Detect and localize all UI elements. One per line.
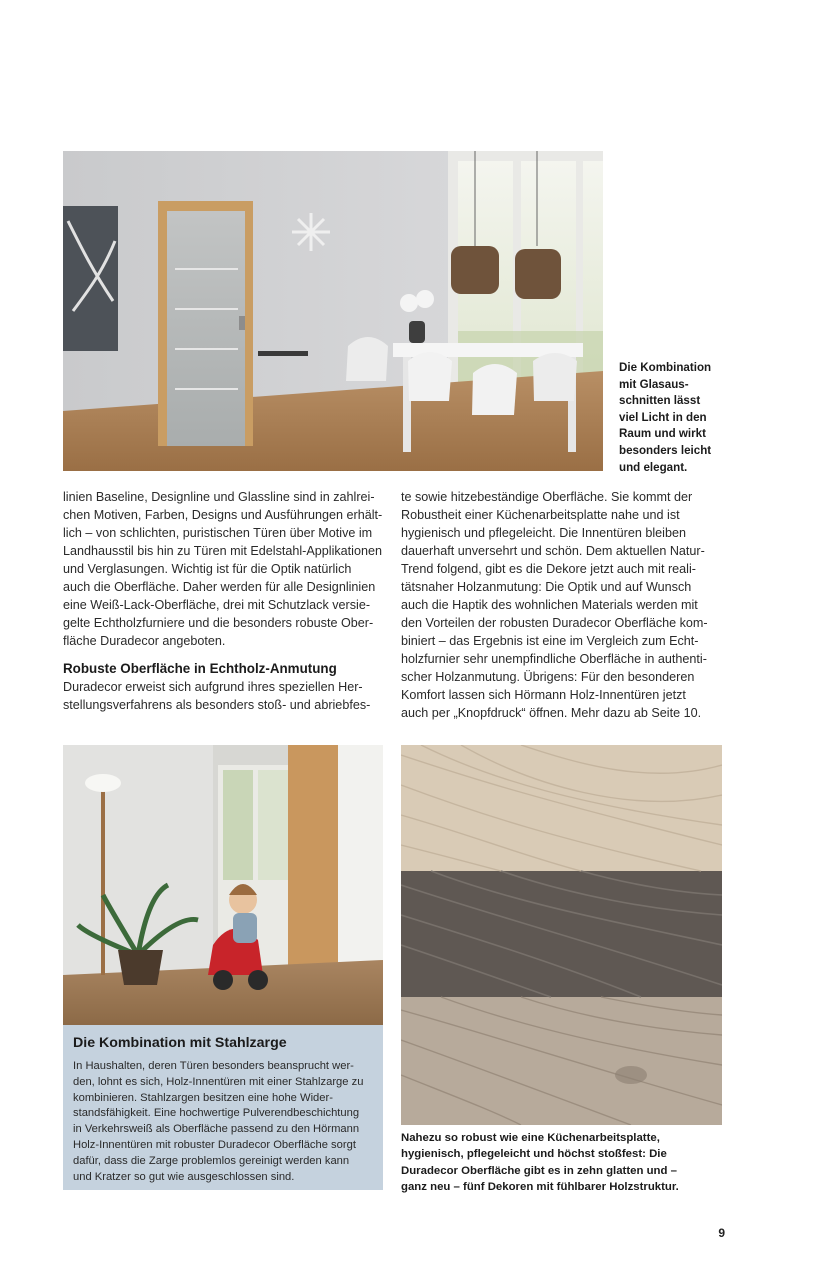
body-text-right-column	[401, 488, 723, 722]
info-box-line: kombinieren. Stahlzargen besitzen eine hohe Wider-	[73, 1091, 333, 1104]
info-box-line: Holz-Innentüren mit robuster Duradecor Oberfläche sorgt	[73, 1138, 356, 1151]
caption-line: viel Licht in den	[619, 410, 707, 424]
caption-line: schnitten lässt	[619, 394, 701, 408]
interior-photo-glass-door	[63, 151, 603, 471]
caption-line: Nahezu so robust wie eine Küchenarbeitsplatte,	[401, 1132, 660, 1144]
paragraph-line: Landhausstil bis hin zu Türen mit Edelstahl-Applikationen	[63, 544, 382, 558]
paragraph-line: lich – von schlichten, puristischen Türen über Motive im	[63, 526, 373, 540]
steel-frame-info-box	[63, 1025, 383, 1190]
paragraph-line: te sowie hitzebeständige Oberfläche. Sie kommt der	[401, 490, 693, 504]
info-box-line: in Verkehrsweiß als Oberfläche passend zu den Hörmann	[73, 1123, 360, 1136]
paragraph-line: biniert – das Ergebnis ist eine im Vergleich zum Echt-	[401, 634, 699, 648]
paragraph-line: Komfort lassen sich Hörmann Holz-Innentüren jetzt	[401, 688, 686, 702]
paragraph-line: holzfurnier sehr unempfindliche Oberfläche in authenti-	[401, 652, 707, 666]
paragraph-line: gelte Echtholzfurniere und die besonders robuste Ober-	[63, 616, 374, 630]
paragraph-line: tätsnaher Holzanmutung: Die Optik und auf Wunsch	[401, 580, 692, 594]
child-with-toy-car-photo	[63, 745, 383, 1025]
paragraph-line: linien Baseline, Designline und Glassline sind in zahlrei-	[63, 490, 375, 504]
paragraph-line: und Verglasungen. Wichtig ist für die Optik natürlich	[63, 562, 352, 576]
wood-decor-samples-photo	[401, 745, 722, 1125]
caption-line: besonders leicht	[619, 443, 712, 457]
paragraph-line: auch die Haptik des wohnlichen Materials werden mit	[401, 598, 698, 612]
info-box-text	[73, 1059, 373, 1185]
paragraph-line: eine Weiß-Lack-Oberfläche, drei mit Schutzlack versie-	[63, 598, 371, 612]
info-box-line: In Haushalten, deren Türen besonders beansprucht wer-	[73, 1060, 354, 1072]
paragraph-line: chen Motiven, Farben, Designs und Ausführungen erhält-	[63, 508, 383, 522]
caption-line: Duradecor Oberfläche gibt es in zehn glatten und –	[401, 1164, 677, 1177]
caption-line: mit Glasaus-	[619, 377, 689, 391]
caption-line: Raum und wirkt	[619, 427, 706, 441]
info-box-line: standsfähigkeit. Eine hochwertige Pulverendbeschichtung	[73, 1107, 360, 1120]
paragraph-line: stellungsverfahrens als besonders stoß- und abriebfes-	[63, 698, 371, 712]
info-box-line: den, lohnt es sich, Holz-Innentüren mit einer Stahlzarge zu	[73, 1075, 364, 1088]
info-box-line: dafür, dass die Zarge problemlos gereinigt werden kann	[73, 1154, 350, 1167]
info-box-line: und Kratzer so gut wie ausgeschlossen sind.	[73, 1170, 295, 1183]
caption-line: hygienisch, pflegeleicht und höchst stoßfest: Die	[401, 1148, 667, 1161]
paragraph-line: scher Holzanmutung. Übrigens: Für den besonderen	[401, 670, 695, 684]
paragraph-line: dauerhaft unversehrt und schön. Dem aktuellen Natur-	[401, 544, 705, 558]
info-box-title: Die Kombination mit Stahlzarge	[73, 1035, 287, 1051]
body-text-left-column	[63, 488, 385, 714]
page-number: 9	[718, 1226, 725, 1240]
section-heading: Robuste Oberfläche in Echtholz-Anmutung	[63, 661, 337, 676]
wood-samples-caption	[401, 1130, 723, 1196]
paragraph-line: Robustheit einer Küchenarbeitsplatte nahe und ist	[401, 508, 680, 522]
caption-line: ganz neu – fünf Dekoren mit fühlbarer Holzstruktur.	[401, 1181, 679, 1194]
paragraph-line: hygienisch und pflegeleicht. Die Innentüren bleiben	[401, 526, 686, 540]
caption-line: und elegant.	[619, 460, 688, 474]
paragraph-line: auch die Oberfläche. Daher werden für alle Designlinien	[63, 580, 376, 594]
paragraph-line: Duradecor erweist sich aufgrund ihres speziellen Her-	[63, 680, 363, 694]
paragraph-line: den Vorteilen der robusten Duradecor Oberfläche kom-	[401, 616, 708, 630]
paragraph-line: auch per „Knopfdruck“ öffnen. Mehr dazu ab Seite 10.	[401, 706, 702, 720]
paragraph-line: fläche Duradecor angeboten.	[63, 634, 226, 648]
top-photo-caption	[619, 360, 739, 476]
paragraph-line: Trend folgend, gibt es die Dekore jetzt auch mit reali-	[401, 562, 696, 576]
caption-line: Die Kombination	[619, 361, 712, 374]
